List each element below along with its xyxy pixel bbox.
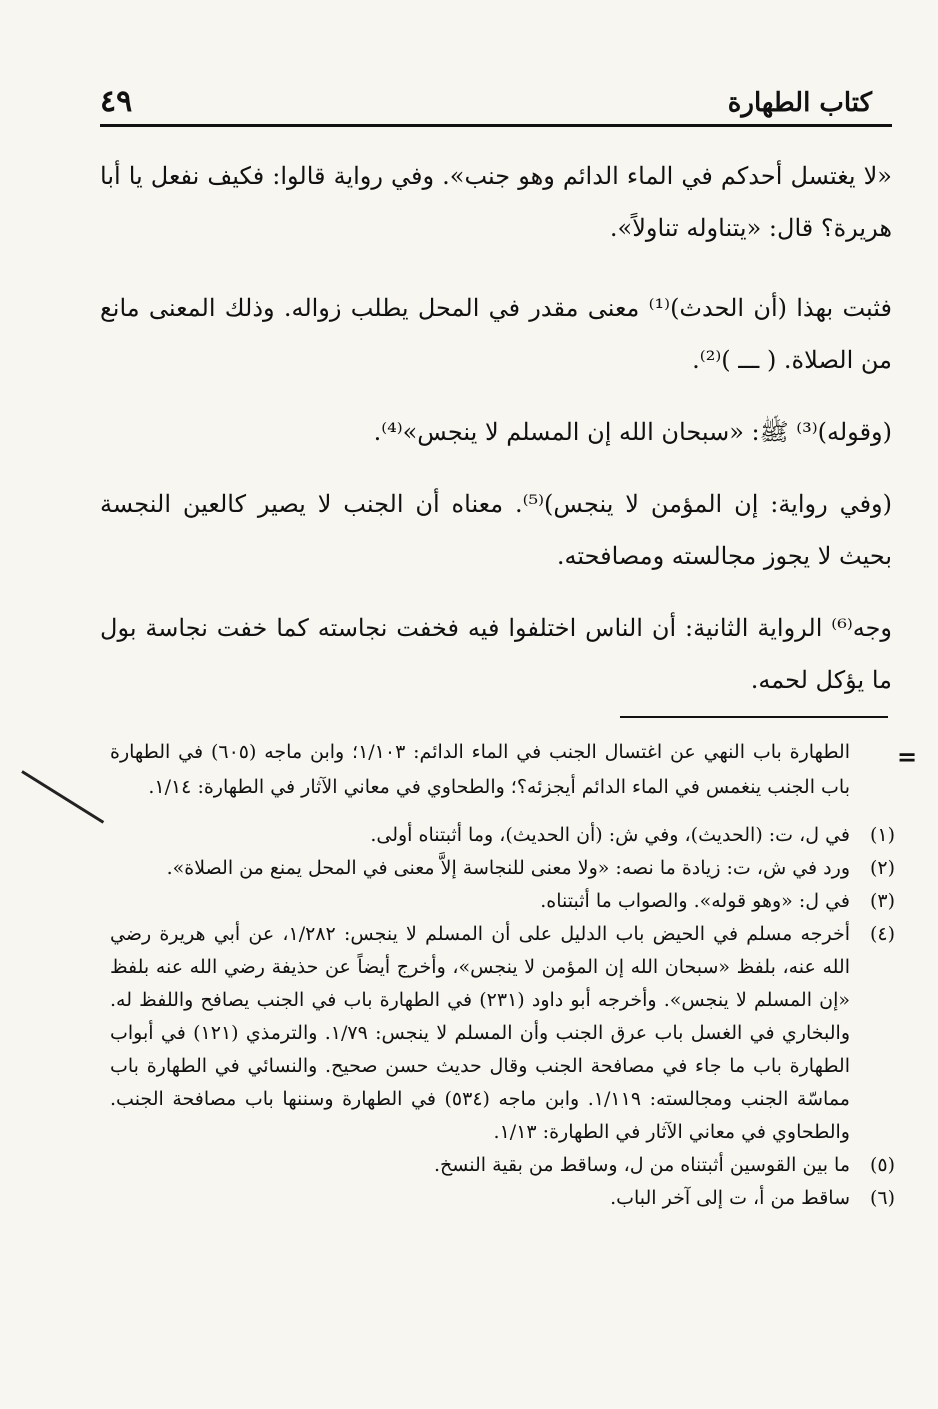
paragraph-second-narration: وجه⁽⁶⁾ الرواية الثانية: أن الناس اختلفوا فيه فخفت نجاسته كما خفت نجاسة بول ما يؤكل لحمه. [100,614,892,694]
footnote-item [110,819,895,852]
footnote-number: (٥) [869,1154,895,1176]
footnote-number: (٦) [869,1187,895,1209]
paragraph-riwaya: (وفي رواية: إن المؤمن لا ينجس)⁽⁵⁾. معناه أن الجنب لا يصير كالعين النجسة بحيث لا يجوز مجالسته ومصافحته. [100,490,893,570]
footnote-text: ساقط من أ، ت إلى آخر الباب. [610,1187,850,1209]
footnote-number: (٢) [869,857,895,879]
page-number: ٤٩ [100,84,133,119]
footnote-item [110,852,895,885]
page-header [100,80,892,122]
pen-mark [21,770,104,823]
running-title: كتاب الطهارة [727,88,872,118]
footnote-text: أخرجه مسلم في الحيض باب الدليل على أن المسلم لا ينجس: ١/٢٨٢، عن أبي هريرة رضي الله عنه، بلفظ «سبحان الله إن المؤمن لا ينجس»، وأخرج أيضاً عن حذيفة رضي الله عنه بلفظ «إن المسلم لا ينجس». وأخرجه أبو داود (٢٣١) في الطهارة باب في الجنب يصافح واللفظ له. والبخاري في الغسل باب عرق الجنب وأن المسلم لا ينجس: ١/٧٩. والترمذي (١٢١) في أبواب الطهارة باب ما جاء في مصافحة الجنب وقال حديث حسن صحيح. والنسائي في الطهارة باب مماسّة الجنب ومجالسته: ١/١١٩. وابن ماجه (٥٣٤) في الطهارة وسننها باب مصافحة الجنب. والطحاوي في معاني الآثار في الطهارة: ١/١٣. [110,923,851,1143]
footnote-text: ما بين القوسين أثبتناه من ل، وساقط من بقية النسخ. [433,1154,850,1176]
footnote-number: (٣) [869,890,895,912]
footnote-text: في ل: «وهو قوله». والصواب ما أثبتناه. [540,890,850,912]
paragraph-hadath: فثبت بهذا (أن الحدث)⁽¹⁾ معنى مقدر في المحل يطلب زواله. وذلك المعنى مانع من الصلاة. ( ـــ )⁽²⁾. [100,294,892,374]
footnotes [110,735,895,1215]
footnote-text: ورد في ش، ت: زيادة ما نصه: «ولا معنى للنجاسة إلاَّ معنى في المحل يمنع من الصلاة». [166,857,850,879]
footnote-continuation-mark: = [897,742,918,771]
footnote-text: في ل، ت: (الحديث)، وفي ش: (أن الحديث)، وما أثبتناه أولى. [370,824,850,846]
footnote-separator [620,716,888,718]
footnote-item [110,918,895,1149]
paragraph-hadith-quote: «لا يغتسل أحدكم في الماء الدائم وهو جنب». وفي رواية قالوا: فكيف نفعل يا أبا هريرة؟ قال: «يتناوله تناولاً». [100,162,892,242]
paragraph-subhan-allah: (وقوله)⁽³⁾ ﷺ: «سبحان الله إن المسلم لا ينجس»⁽⁴⁾. [373,418,892,446]
footnote-item [110,1182,895,1215]
footnote-item [110,885,895,918]
main-text [100,150,892,726]
footnote-item [110,1149,895,1182]
footnote-number: (٤) [869,923,895,945]
header-rule [100,124,892,127]
footnote-continuation: الطهارة باب النهي عن اغتسال الجنب في الماء الدائم: ١/١٠٣؛ وابن ماجه (٦٠٥) في الطهارة باب الجنب ينغمس في الماء الدائم أيجزئه؟؛ والطحاوي في معاني الآثار في الطهارة: ١/١٤. [110,741,850,798]
footnote-number: (١) [869,824,895,846]
